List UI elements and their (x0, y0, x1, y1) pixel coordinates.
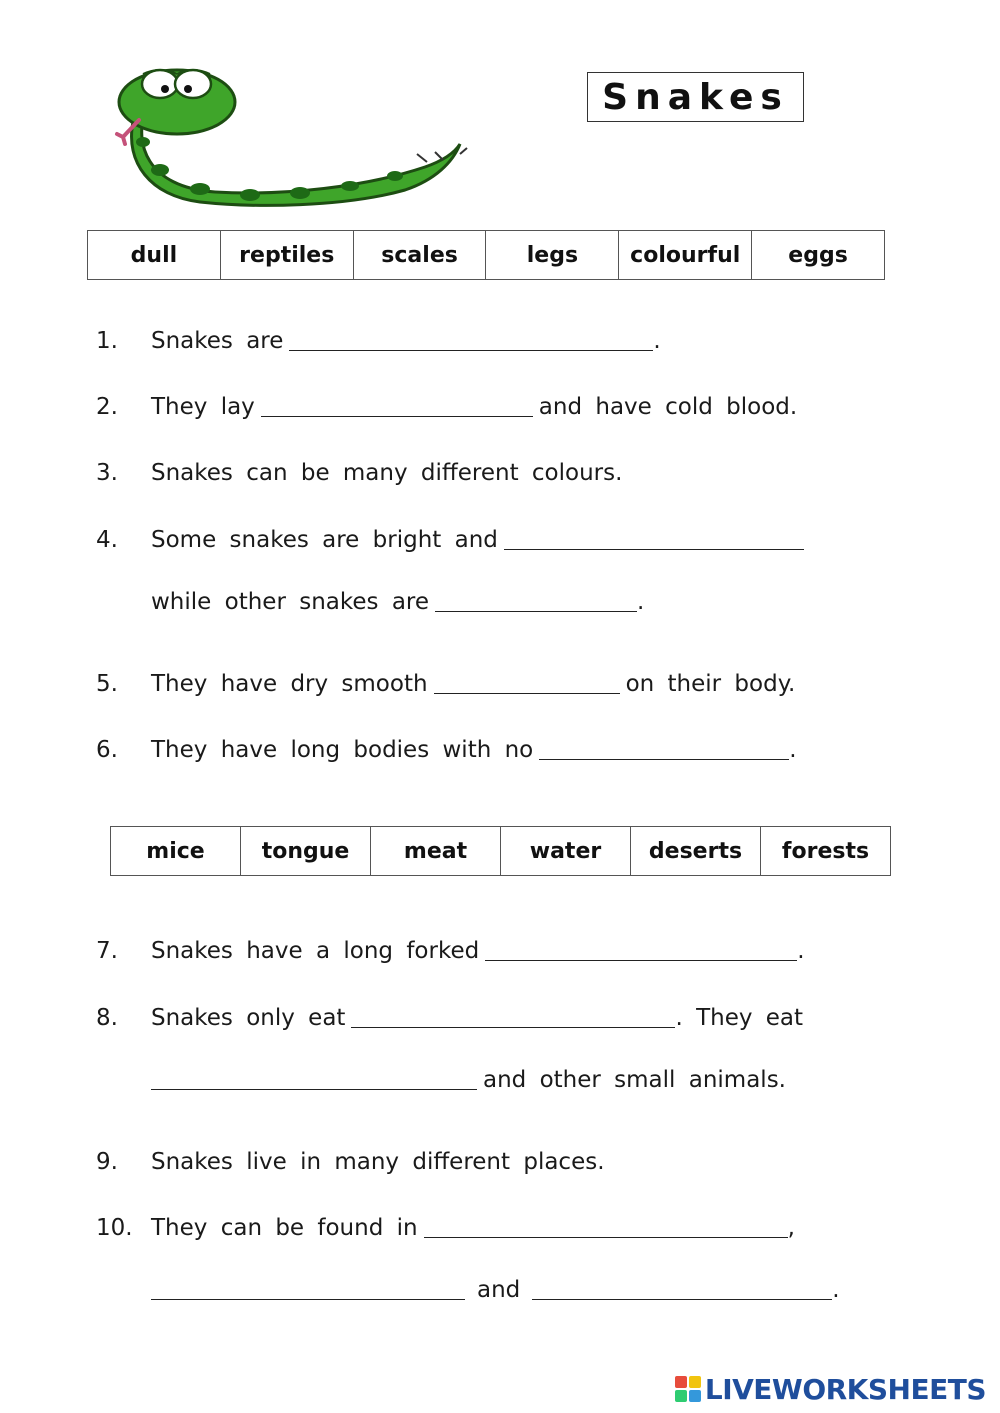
title-box (587, 72, 804, 122)
question-1 (96, 320, 661, 354)
question-text: and other small animals. (483, 1067, 786, 1093)
answer-blank[interactable] (289, 328, 653, 351)
question-9 (96, 1141, 605, 1175)
page-title: Snakes (602, 76, 789, 118)
word-bank-cell: water (501, 827, 631, 875)
word-bank-cell: scales (354, 231, 487, 279)
logo-mark-icon (675, 1376, 701, 1402)
question-text: They lay (151, 394, 255, 420)
answer-blank[interactable] (539, 737, 789, 760)
logo-text: LIVEWORKSHEETS (704, 1372, 986, 1406)
word-bank-cell: mice (111, 827, 241, 875)
question-text: . (637, 589, 645, 615)
question-text: They have dry smooth (151, 671, 428, 697)
word-bank-cell: forests (781, 838, 870, 864)
question-text: while other snakes are (151, 589, 430, 615)
question-text: on their body. (625, 671, 796, 697)
word-bank-cell: tongue (241, 827, 371, 875)
snake-illustration (105, 62, 475, 212)
question-text: . (653, 328, 661, 354)
question-3 (96, 452, 622, 486)
question-7 (96, 930, 805, 964)
question-2 (96, 386, 797, 420)
question-number: 10. (96, 1215, 133, 1241)
word-bank-2 (110, 826, 891, 876)
question-text: . (789, 737, 797, 763)
answer-blank[interactable] (351, 1005, 675, 1028)
answer-blank[interactable] (532, 1277, 832, 1300)
word-bank-cell: deserts (631, 827, 761, 875)
word-bank-cell: eggs (788, 242, 848, 268)
question-text: Snakes have a long forked (151, 938, 480, 964)
answer-blank[interactable] (435, 589, 637, 612)
question-number: 7. (96, 938, 118, 964)
question-text: They have long bodies with no (151, 737, 534, 763)
question-number: 9. (96, 1149, 118, 1175)
answer-blank[interactable] (151, 1067, 477, 1090)
word-bank-1 (87, 230, 885, 280)
liveworksheets-logo (675, 1372, 986, 1406)
word-bank-cell: legs (486, 231, 619, 279)
question-4-line-2 (96, 581, 644, 615)
question-8-line-2 (96, 1059, 786, 1093)
question-text: They can be found in (151, 1215, 418, 1241)
question-number: 8. (96, 1005, 118, 1031)
question-6 (96, 729, 797, 763)
question-text: Snakes can be many different colours. (151, 460, 623, 486)
question-number: 4. (96, 527, 118, 553)
word-bank-cell: colourful (619, 231, 752, 279)
question-8 (96, 997, 803, 1031)
question-text: . They eat (675, 1005, 804, 1031)
answer-blank[interactable] (434, 671, 620, 694)
answer-blank[interactable] (261, 394, 533, 417)
question-number: 5. (96, 671, 118, 697)
question-text: , (787, 1215, 795, 1241)
answer-blank[interactable] (151, 1277, 465, 1300)
question-4 (96, 519, 810, 553)
answer-blank[interactable] (424, 1215, 788, 1238)
word-bank-cell: reptiles (221, 231, 354, 279)
question-text: . (797, 938, 805, 964)
question-text: Snakes only eat (151, 1005, 346, 1031)
question-text: Snakes live in many different places. (151, 1149, 605, 1175)
word-bank-cell: meat (371, 827, 501, 875)
question-5 (96, 663, 795, 697)
question-10 (96, 1207, 795, 1241)
question-text: Some snakes are bright and (151, 527, 498, 553)
question-text: and (477, 1277, 521, 1303)
question-number: 1. (96, 328, 118, 354)
question-number: 3. (96, 460, 118, 486)
question-text: . (832, 1277, 840, 1303)
answer-blank[interactable] (504, 527, 804, 550)
question-text: Snakes are (151, 328, 284, 354)
question-text: and have cold blood. (538, 394, 798, 420)
question-number: 2. (96, 394, 118, 420)
word-bank-cell: dull (88, 231, 221, 279)
question-10-line-2 (96, 1269, 840, 1303)
question-number: 6. (96, 737, 118, 763)
answer-blank[interactable] (485, 938, 797, 961)
